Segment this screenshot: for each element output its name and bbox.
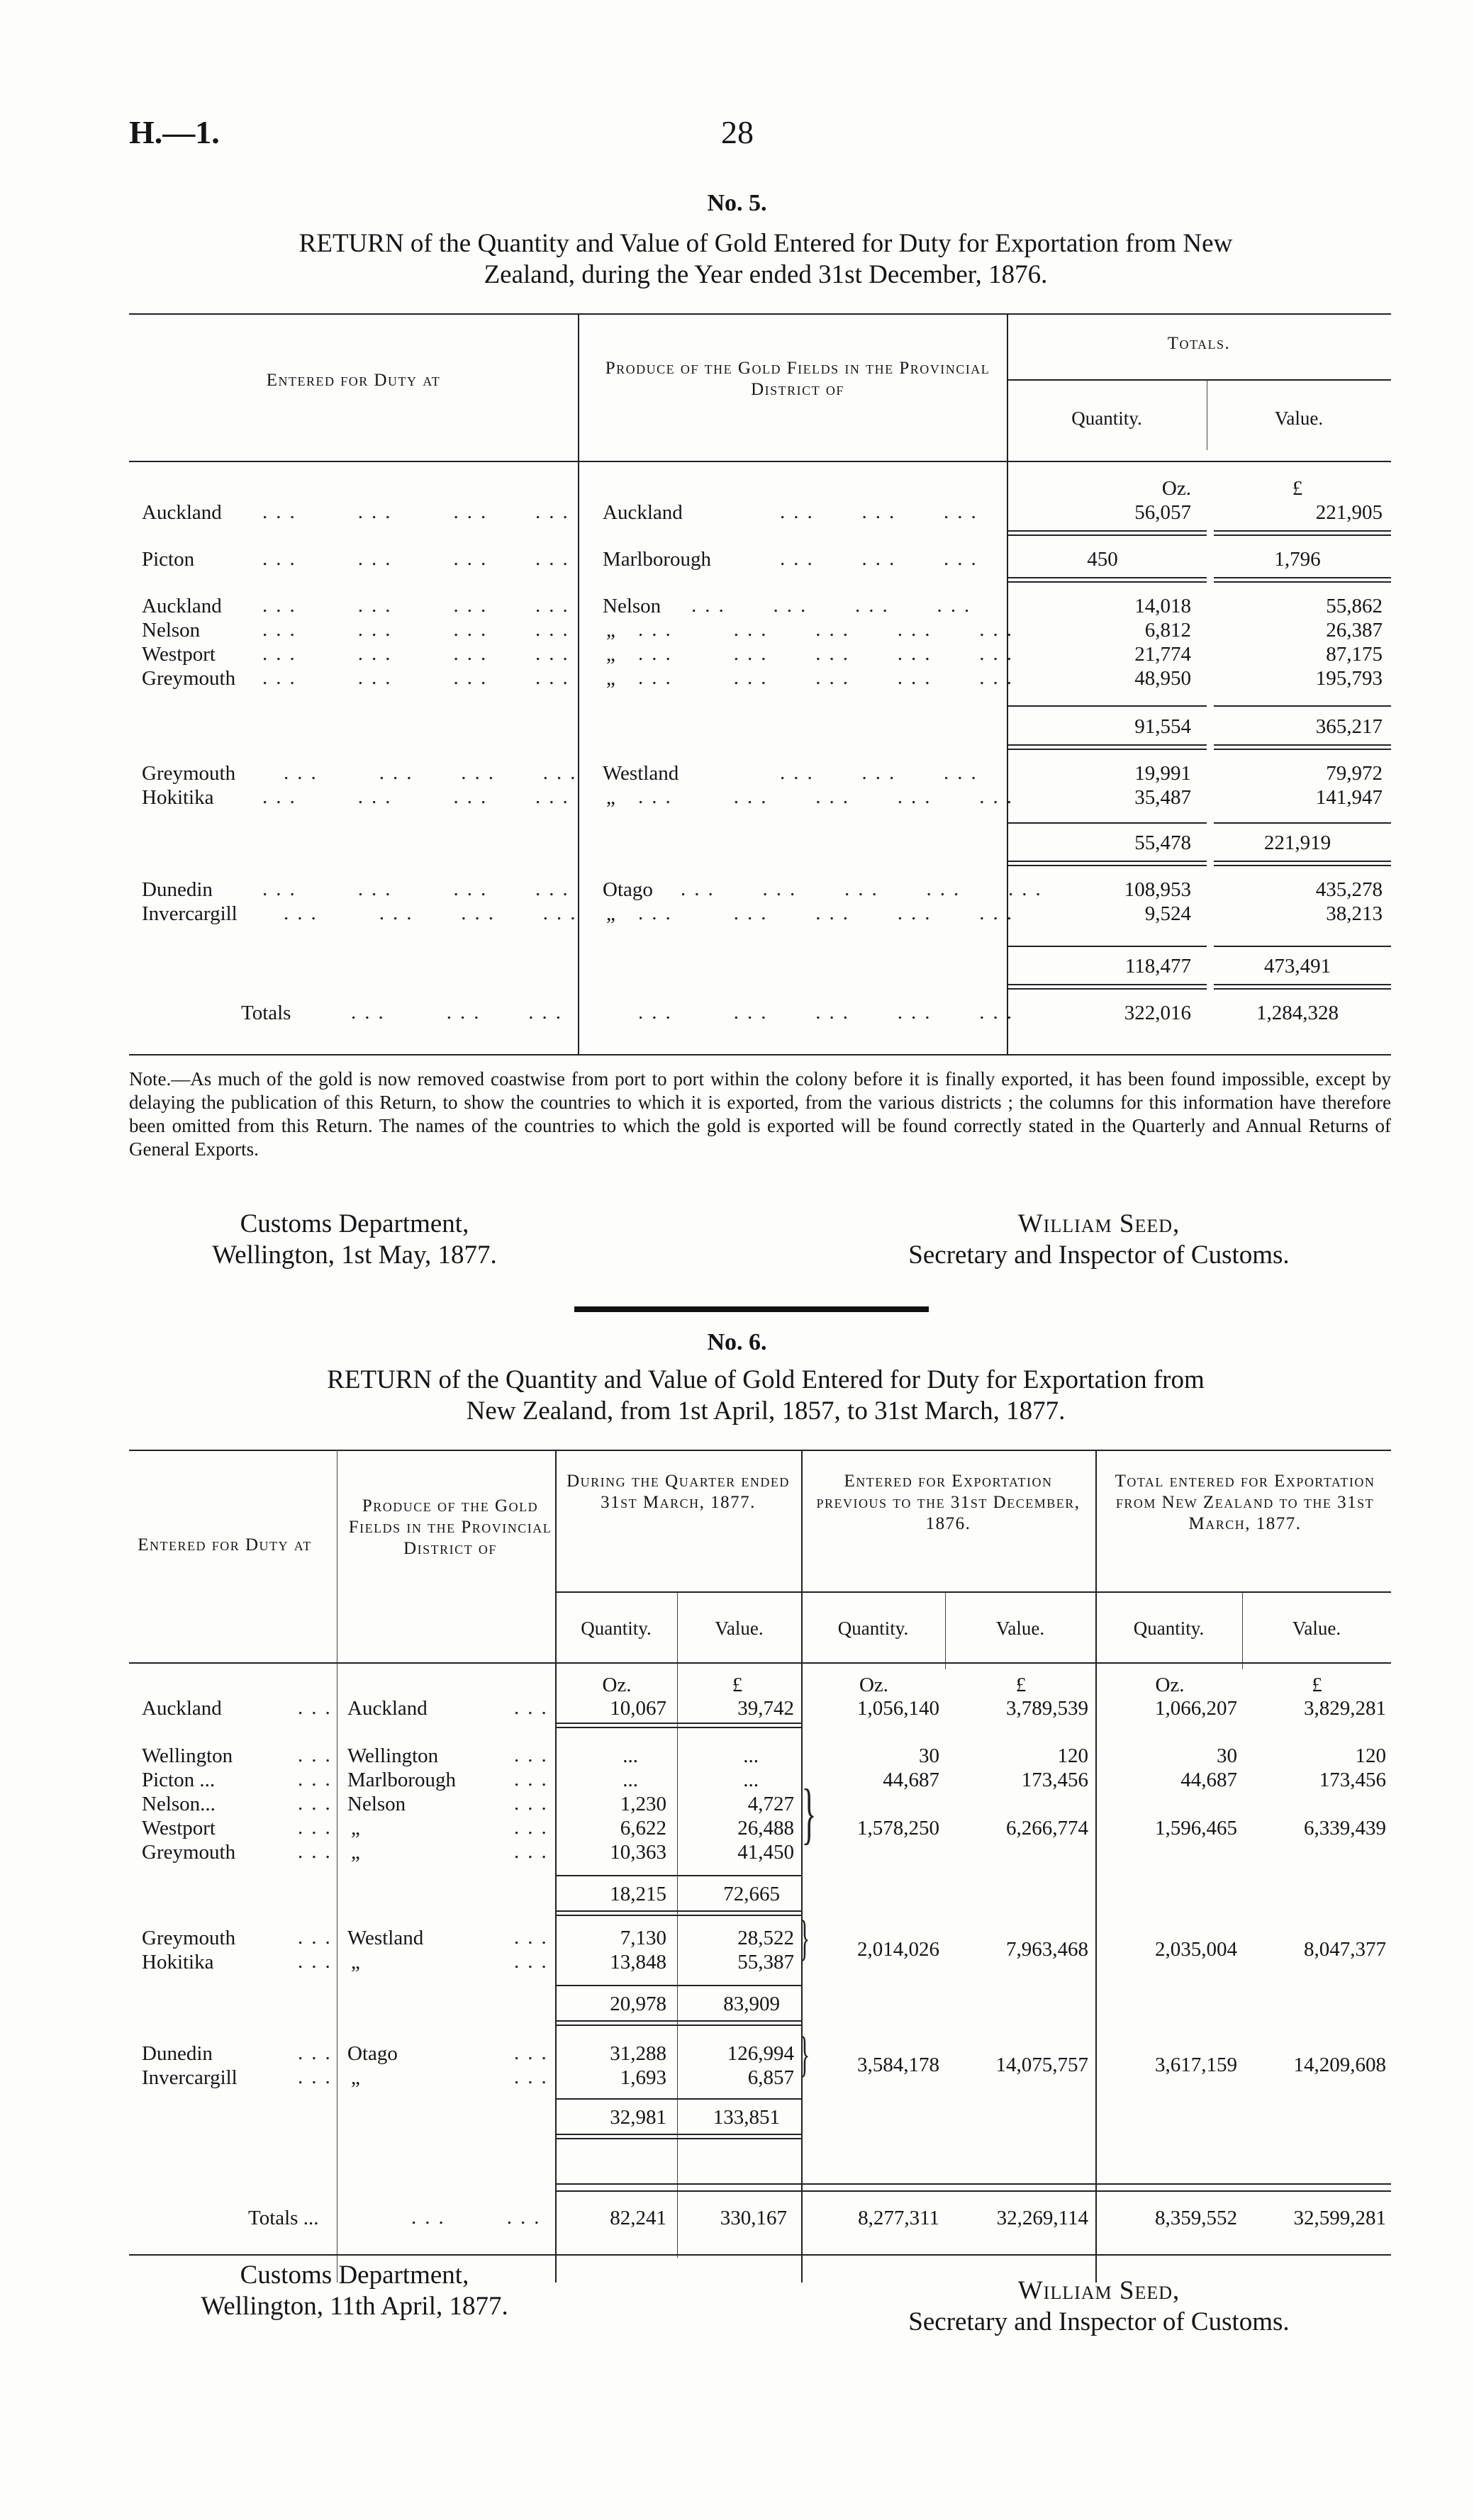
value: 435,278 — [1315, 878, 1383, 901]
total-value: 3,829,281 — [1304, 1697, 1386, 1720]
quarter-value: 55,387 — [737, 1951, 794, 1973]
quarter-value: 39,742 — [737, 1697, 794, 1720]
total-quantity: 30 — [1217, 1745, 1237, 1767]
port-name: Hokitika — [142, 1951, 214, 1973]
value: 141,947 — [1315, 786, 1383, 809]
return5-col-quantity: Quantity. — [1071, 408, 1142, 429]
return5-dept: Customs Department, — [240, 1209, 469, 1238]
subtotal-value: 473,491 — [1263, 955, 1331, 978]
port-name: Nelson... — [142, 1793, 216, 1815]
district-name: „ — [351, 2066, 360, 2089]
return5-title-line2: Zealand, during the Year ended 31st December, 1876. — [484, 260, 1048, 289]
subtotal-value: 72,665 — [723, 1883, 780, 1905]
return5-number: No. 5. — [707, 190, 767, 216]
district-name: Otago — [347, 2042, 398, 2065]
district-name: „ — [606, 643, 615, 666]
value: 38,213 — [1326, 902, 1383, 925]
quarter-quantity: ... — [622, 1745, 638, 1767]
previous-quantity: 3,584,178 — [857, 2054, 939, 2076]
return6-signatory-title: Secretary and Inspector of Customs. — [908, 2307, 1290, 2336]
port-name: Wellington — [142, 1745, 233, 1767]
return5-col-totals: Totals. — [1167, 334, 1231, 353]
previous-value: 120 — [1057, 1745, 1088, 1767]
return6-col-entered: Entered for Duty at — [138, 1535, 312, 1555]
return6-col-value: Value. — [1292, 1618, 1341, 1639]
previous-quantity: 44,687 — [883, 1769, 939, 1791]
total-quantity: 1,596,465 — [1155, 1817, 1237, 1839]
port-name: Hokitika — [142, 786, 214, 809]
return5-date: Wellington, 1st May, 1877. — [212, 1241, 497, 1270]
subtotal-quantity: 32,981 — [610, 2106, 666, 2129]
totals-label: Totals — [241, 1002, 291, 1024]
quarter-value: 4,727 — [747, 1793, 794, 1815]
return6-col-quantity: Quantity. — [837, 1618, 909, 1639]
value: 87,175 — [1326, 643, 1383, 666]
unit-val: £ — [732, 1674, 743, 1696]
subtotal-quantity: 55,478 — [1134, 831, 1191, 854]
return5-title-line1: RETURN of the Quantity and Value of Gold Entered for Duty for Exportation from New — [298, 229, 1233, 258]
district-name: Nelson — [347, 1793, 406, 1815]
total-previous-value: 32,269,114 — [996, 2207, 1088, 2229]
return6-col-quantity: Quantity. — [581, 1618, 652, 1639]
district-name: „ — [606, 786, 615, 809]
totals-label: Totals ... — [248, 2207, 319, 2229]
quarter-quantity: 1,693 — [620, 2066, 666, 2089]
quarter-quantity: 1,230 — [620, 1793, 666, 1815]
total-quantity: 1,066,207 — [1155, 1697, 1237, 1720]
quarter-quantity: 13,848 — [610, 1951, 666, 1973]
value: 195,793 — [1315, 667, 1383, 690]
port-name: Picton — [142, 548, 195, 571]
total-quarter-value: 330,167 — [720, 2207, 787, 2229]
previous-quantity: 30 — [919, 1745, 939, 1767]
page-number: 28 — [721, 114, 754, 150]
subtotal-value: 133,851 — [713, 2106, 780, 2129]
quantity: 6,812 — [1144, 619, 1191, 642]
quarter-quantity: ... — [622, 1769, 638, 1791]
port-name: Greymouth — [142, 667, 236, 690]
port-name: Greymouth — [142, 762, 236, 785]
quarter-value: ... — [743, 1745, 759, 1767]
quantity: 9,524 — [1144, 902, 1191, 925]
unit-qty: Oz. — [602, 1674, 632, 1696]
quarter-quantity: 10,363 — [610, 1841, 666, 1864]
previous-quantity: 1,578,250 — [857, 1817, 939, 1839]
return5-col-produce: Produce of the Gold Fields in the Provincial District of — [605, 359, 990, 399]
total-previous-quantity: 8,277,311 — [858, 2207, 939, 2229]
value: 79,972 — [1326, 762, 1383, 785]
return6-col-total: Total entered for Exportation from New Zealand to the 31st March, 1877. — [1115, 1472, 1375, 1533]
port-name: Auckland — [142, 501, 222, 524]
return6-dept: Customs Department, — [240, 2261, 469, 2290]
district-name: Auckland — [347, 1697, 428, 1720]
port-name: Invercargill — [142, 902, 238, 925]
port-name: Westport — [142, 1817, 216, 1839]
return6-col-previous: Entered for Exportation previous to the 31st December, 1876. — [816, 1472, 1081, 1533]
quarter-value: 28,522 — [737, 1927, 794, 1949]
grand-total-quantity: 8,359,552 — [1155, 2207, 1237, 2229]
value: 26,387 — [1326, 619, 1383, 642]
district-name: „ — [351, 1951, 360, 1973]
total-value: 120 — [1355, 1745, 1386, 1767]
district-name: Westland — [603, 762, 679, 785]
subtotal-value: 83,909 — [723, 1993, 780, 2015]
total-value: 173,456 — [1319, 1769, 1386, 1791]
quantity: 450 — [1087, 548, 1118, 571]
quarter-value: 6,857 — [747, 2066, 794, 2089]
district-name: Wellington — [347, 1745, 439, 1767]
return5-col-value: Value. — [1274, 408, 1324, 429]
subtotal-quantity: 18,215 — [610, 1883, 666, 1905]
unit-qty: Oz. — [1155, 1674, 1185, 1696]
quarter-quantity: 10,067 — [610, 1697, 666, 1720]
total-quantity: 44,687 — [1180, 1769, 1237, 1791]
unit-qty: Oz. — [859, 1674, 889, 1696]
quarter-quantity: 6,622 — [620, 1817, 666, 1839]
return6-col-produce: Produce of the Gold Fields in the Provincial District of — [348, 1496, 552, 1558]
previous-quantity: 1,056,140 — [857, 1697, 939, 1720]
quarter-quantity: 31,288 — [610, 2042, 666, 2065]
quarter-value: 41,450 — [737, 1841, 794, 1864]
district-name: Otago — [603, 878, 653, 901]
quarter-value: 26,488 — [737, 1817, 794, 1839]
group-brace: } — [799, 2027, 810, 2082]
district-name: „ — [606, 667, 615, 690]
total-value: 8,047,377 — [1304, 1938, 1386, 1961]
previous-value: 7,963,468 — [1006, 1938, 1088, 1961]
return5-unit-val: £ — [1292, 477, 1303, 500]
previous-value: 173,456 — [1021, 1769, 1088, 1791]
quantity: 35,487 — [1134, 786, 1191, 809]
subtotal-value: 221,919 — [1263, 831, 1331, 854]
return6-title-line2: New Zealand, from 1st April, 1857, to 31st March, 1877. — [466, 1396, 1066, 1426]
quantity: 21,774 — [1134, 643, 1191, 666]
subtotal-quantity: 118,477 — [1124, 955, 1191, 978]
section-divider — [574, 1306, 929, 1312]
value: 221,905 — [1315, 501, 1383, 524]
return6-number: No. 6. — [707, 1329, 767, 1355]
quantity: 14,018 — [1134, 595, 1191, 617]
total-value: 6,339,439 — [1304, 1817, 1386, 1839]
port-name: Greymouth — [142, 1927, 236, 1949]
port-name: Dunedin — [142, 878, 213, 901]
previous-value: 6,266,774 — [1006, 1817, 1088, 1839]
district-name: „ — [351, 1841, 360, 1864]
quantity: 19,991 — [1134, 762, 1191, 785]
return5-signatory: William Seed, — [1017, 1209, 1180, 1238]
subtotal-value: 365,217 — [1315, 715, 1383, 738]
quantity: 48,950 — [1134, 667, 1191, 690]
total-quarter-quantity: 82,241 — [610, 2207, 666, 2229]
quantity: 108,953 — [1124, 878, 1191, 901]
page-id: H.—1. — [129, 114, 220, 150]
total-quantity: 322,016 — [1124, 1002, 1191, 1024]
return6-date: Wellington, 11th April, 1877. — [201, 2292, 508, 2321]
district-name: Auckland — [603, 501, 683, 524]
port-name: Nelson — [142, 619, 201, 642]
value: 55,862 — [1326, 595, 1383, 617]
return6-col-quarter: During the Quarter ended 31st March, 1877. — [566, 1472, 790, 1512]
previous-value: 3,789,539 — [1006, 1697, 1088, 1720]
return5-signatory-title: Secretary and Inspector of Customs. — [908, 1241, 1290, 1270]
port-name: Westport — [142, 643, 216, 666]
quarter-quantity: 7,130 — [620, 1927, 666, 1949]
group-brace: } — [799, 1911, 810, 1966]
port-name: Dunedin — [142, 2042, 213, 2065]
subtotal-quantity: 20,978 — [610, 1993, 666, 2015]
return6-col-value: Value. — [995, 1618, 1045, 1639]
value: 1,796 — [1274, 548, 1321, 571]
quantity: 56,057 — [1134, 501, 1191, 524]
district-name: „ — [606, 619, 615, 642]
port-name: Auckland — [142, 595, 222, 617]
return6-title-line1: RETURN of the Quantity and Value of Gold Entered for Duty for Exportation from — [327, 1365, 1205, 1394]
total-quantity: 2,035,004 — [1155, 1938, 1237, 1961]
return5-col-entered: Entered for Duty at — [266, 371, 441, 390]
port-name: Picton ... — [142, 1769, 216, 1791]
district-name: Marlborough — [347, 1769, 457, 1791]
group-brace: } — [801, 1775, 817, 1851]
subtotal-quantity: 91,554 — [1134, 715, 1191, 738]
quarter-value: ... — [743, 1769, 759, 1791]
unit-val: £ — [1312, 1674, 1322, 1696]
port-name: Greymouth — [142, 1841, 236, 1864]
district-name: „ — [606, 902, 615, 925]
port-name: Auckland — [142, 1697, 222, 1720]
grand-total-value: 32,599,281 — [1293, 2207, 1386, 2229]
total-quantity: 3,617,159 — [1155, 2054, 1237, 2076]
previous-value: 14,075,757 — [995, 2054, 1088, 2076]
return5-unit-qty: Oz. — [1161, 477, 1191, 500]
district-name: Marlborough — [603, 548, 712, 571]
previous-quantity: 2,014,026 — [857, 1938, 939, 1961]
port-name: Invercargill — [142, 2066, 238, 2089]
total-value: 1,284,328 — [1256, 1002, 1339, 1024]
district-name: Westland — [347, 1927, 424, 1949]
total-value: 14,209,608 — [1293, 2054, 1386, 2076]
district-name: „ — [351, 1817, 360, 1839]
return6-signatory: William Seed, — [1017, 2276, 1180, 2305]
quarter-value: 126,994 — [727, 2042, 794, 2065]
return6-col-quantity: Quantity. — [1133, 1618, 1205, 1639]
unit-val: £ — [1015, 1674, 1027, 1696]
district-name: Nelson — [603, 595, 661, 617]
return6-col-value: Value. — [715, 1618, 764, 1639]
return5-note: Note.—As much of the gold is now removed coastwise from port to port within the colony before it is finally exported, it has been found impossible, except by delaying the publication of this Return, to show the countries to which it is exported, from the various districts ; the columns for this information have therefore been omitted from this Return. The names of the countries to which the gold is exported will be found correctly stated in the Quarterly and Annual Returns of General Exports. — [129, 1068, 1391, 1160]
